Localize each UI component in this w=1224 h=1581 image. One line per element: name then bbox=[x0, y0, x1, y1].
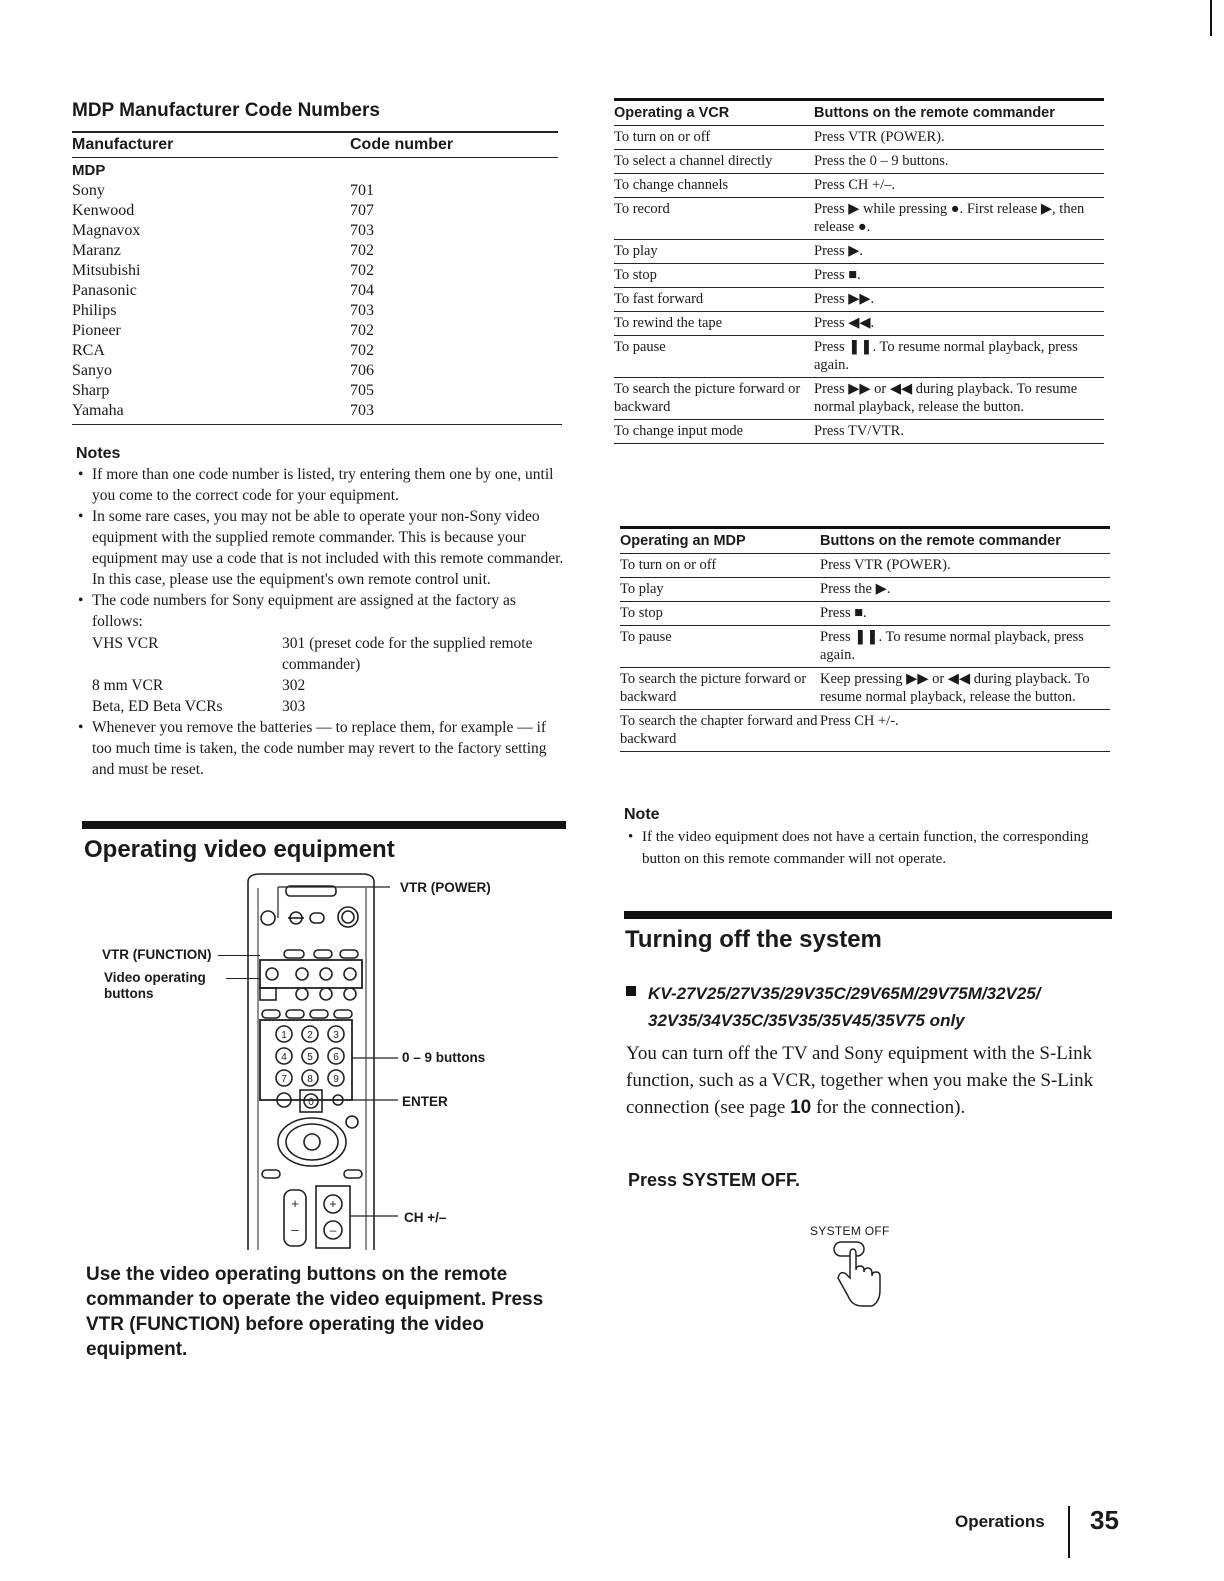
table-row bbox=[614, 150, 1104, 174]
system-description-text: You can turn off the TV and Sony equipment with the S-Link function, such as a VCR, together when you make the S-Link connection (see page bbox=[626, 1043, 1094, 1118]
operation-cell: To stop bbox=[614, 267, 657, 283]
code-number: 706 bbox=[350, 362, 374, 379]
factory-equipment: Beta, ED Beta VCRs bbox=[92, 698, 223, 715]
button-cell: Press VTR (POWER). bbox=[814, 129, 945, 145]
label-ch: CH +/– bbox=[404, 1210, 447, 1225]
list-item bbox=[78, 590, 568, 717]
label-enter: ENTER bbox=[402, 1094, 448, 1109]
table-row bbox=[614, 378, 1104, 420]
manufacturer-name: RCA bbox=[72, 342, 105, 359]
operation-cell: To pause bbox=[620, 629, 672, 645]
factory-codes-table bbox=[92, 633, 568, 717]
table-row bbox=[72, 182, 552, 202]
video-section-rule bbox=[82, 821, 566, 829]
vcr-head-operation: Operating a VCR bbox=[614, 105, 730, 121]
factory-code: 301 (preset code for the supplied remote commander) bbox=[282, 635, 533, 673]
code-number: 707 bbox=[350, 202, 374, 219]
operation-cell: To select a channel directly bbox=[614, 153, 773, 169]
system-section-rule bbox=[624, 911, 1112, 919]
table-row bbox=[620, 578, 1110, 602]
table-row bbox=[620, 554, 1110, 578]
button-cell: Press ▶▶. bbox=[814, 291, 875, 307]
svg-text:+: + bbox=[329, 1197, 337, 1211]
list-item: • Whenever you remove the batteries — to replace them, for example — if too much time is taken, the code number may revert to the factory setting and must be reset. bbox=[78, 717, 568, 780]
table-row bbox=[614, 336, 1104, 378]
button-cell: Keep pressing ▶▶ or ◀◀ during playback. To resume normal playback, release the button. bbox=[820, 671, 1090, 705]
table-row bbox=[72, 222, 552, 242]
table-row bbox=[614, 264, 1104, 288]
system-off-label: SYSTEM OFF bbox=[810, 1224, 890, 1238]
note-list bbox=[628, 826, 1098, 870]
svg-text:1: 1 bbox=[281, 1030, 287, 1041]
factory-codes-intro: The code numbers for Sony equipment are assigned at the factory as follows: bbox=[92, 592, 516, 630]
table-row bbox=[72, 282, 552, 302]
table-row bbox=[72, 262, 552, 282]
label-vtr-function: VTR (FUNCTION) bbox=[102, 947, 212, 962]
table-row bbox=[72, 362, 552, 382]
mdp-codes-title: MDP Manufacturer Code Numbers bbox=[72, 100, 380, 121]
vtr-function-leader bbox=[218, 955, 260, 956]
button-cell: Press ❚❚. To resume normal playback, press again. bbox=[814, 339, 1078, 373]
operation-cell: To stop bbox=[620, 605, 663, 621]
operation-cell: To search the picture forward or backward bbox=[614, 381, 801, 415]
label-digit-buttons: 0 – 9 buttons bbox=[402, 1050, 486, 1065]
page-reference: 10 bbox=[790, 1097, 812, 1118]
manufacturer-name: Panasonic bbox=[72, 282, 137, 299]
remote-commander-diagram bbox=[240, 870, 400, 1255]
video-section-title: Operating video equipment bbox=[84, 836, 395, 863]
mdp-head-operation: Operating an MDP bbox=[620, 533, 746, 549]
operation-cell: To change input mode bbox=[614, 423, 744, 439]
manufacturer-name: Kenwood bbox=[72, 202, 135, 219]
notes-list bbox=[78, 464, 568, 780]
system-off-button-icon bbox=[828, 1240, 884, 1310]
operation-cell: To search the picture forward or backward bbox=[620, 671, 807, 705]
button-cell: Press ▶. bbox=[814, 243, 864, 259]
manufacturer-name: Sony bbox=[72, 182, 105, 199]
table-row bbox=[614, 420, 1104, 444]
footer-section-name: Operations bbox=[955, 1512, 1045, 1531]
table-row bbox=[72, 382, 552, 402]
manufacturer-name: Philips bbox=[72, 302, 117, 319]
manufacturer-name: Mitsubishi bbox=[72, 262, 141, 279]
svg-text:8: 8 bbox=[307, 1074, 313, 1085]
table-row bbox=[72, 402, 552, 422]
table-row bbox=[614, 240, 1104, 264]
button-cell: Press ❚❚. To resume normal playback, press again. bbox=[820, 629, 1084, 663]
operation-cell: To rewind the tape bbox=[614, 315, 723, 331]
table-row bbox=[614, 126, 1104, 150]
button-cell: Press ■. bbox=[814, 267, 861, 283]
table-row bbox=[620, 602, 1110, 626]
system-off-instruction: Press SYSTEM OFF. bbox=[628, 1170, 801, 1190]
operation-cell: To fast forward bbox=[614, 291, 704, 307]
power-button-icon bbox=[261, 911, 275, 925]
button-cell: Press ■. bbox=[820, 605, 867, 621]
operation-cell: To play bbox=[620, 581, 664, 597]
code-number: 703 bbox=[350, 222, 374, 239]
button-cell: Press VTR (POWER). bbox=[820, 557, 951, 573]
system-description-tail: for the connection). bbox=[815, 1097, 966, 1118]
svg-text:0: 0 bbox=[308, 1097, 314, 1108]
svg-text:–: – bbox=[329, 1223, 337, 1237]
list-item: • If the video equipment does not have a certain function, the corresponding button on this remote commander will not operate. bbox=[628, 826, 1098, 870]
factory-code: 303 bbox=[282, 698, 306, 715]
operation-cell: To play bbox=[614, 243, 658, 259]
video-buttons-leader bbox=[226, 978, 260, 979]
model-list: KV-27V25/27V35/29V35C/29V65M/29V75M/32V25/ 32V35/34V35C/35V35/35V45/35V75 only bbox=[648, 984, 1041, 1030]
operation-cell: To turn on or off bbox=[620, 557, 717, 573]
page-number: 35 bbox=[1090, 1505, 1119, 1535]
button-cell: Press TV/VTR. bbox=[814, 423, 904, 439]
manufacturer-name: Magnavox bbox=[72, 222, 141, 239]
table-row bbox=[614, 288, 1104, 312]
button-cell: Press ◀◀. bbox=[814, 315, 875, 331]
vcr-head-buttons: Buttons on the remote commander bbox=[814, 105, 1055, 121]
col-code-header: Code number bbox=[350, 136, 454, 153]
button-cell: Press ▶▶ or ◀◀ during playback. To resume normal playback, release the button. bbox=[814, 381, 1078, 415]
vcr-operation-table bbox=[614, 98, 1104, 444]
table-row bbox=[614, 174, 1104, 198]
svg-text:7: 7 bbox=[281, 1074, 287, 1085]
svg-text:+: + bbox=[291, 1196, 299, 1211]
table-header bbox=[620, 526, 1110, 554]
notes-title: Notes bbox=[76, 445, 121, 462]
note-title: Note bbox=[624, 806, 660, 823]
mdp-table-bottom-rule bbox=[72, 424, 562, 425]
code-number: 702 bbox=[350, 242, 374, 259]
factory-code: 302 bbox=[282, 677, 306, 694]
factory-equipment: VHS VCR bbox=[92, 635, 159, 652]
table-row bbox=[620, 668, 1110, 710]
table-row bbox=[620, 710, 1110, 752]
manufacturer-name: Maranz bbox=[72, 242, 121, 259]
button-cell: Press CH +/–. bbox=[814, 177, 896, 193]
svg-text:–: – bbox=[291, 1222, 299, 1237]
code-number: 704 bbox=[350, 282, 374, 299]
table-row bbox=[614, 198, 1104, 240]
svg-text:3: 3 bbox=[333, 1030, 339, 1041]
svg-text:6: 6 bbox=[333, 1052, 339, 1063]
factory-equipment: 8 mm VCR bbox=[92, 677, 164, 694]
button-cell: Press ▶ while pressing ●. First release ▶, then release ●. bbox=[814, 201, 1085, 235]
mdp-header-rule bbox=[72, 157, 558, 158]
code-number: 703 bbox=[350, 402, 374, 419]
code-number: 702 bbox=[350, 322, 374, 339]
system-section-title: Turning off the system bbox=[625, 926, 882, 953]
code-number: 702 bbox=[350, 262, 374, 279]
operation-cell: To pause bbox=[614, 339, 666, 355]
svg-text:9: 9 bbox=[333, 1074, 339, 1085]
button-cell: Press CH +/-. bbox=[820, 713, 899, 729]
mdp-group-label: MDP bbox=[72, 162, 106, 179]
system-description bbox=[626, 1040, 1106, 1121]
manufacturer-name: Yamaha bbox=[72, 402, 124, 419]
table-row bbox=[614, 312, 1104, 336]
operation-cell: To change channels bbox=[614, 177, 729, 193]
code-number: 705 bbox=[350, 382, 374, 399]
label-video-operating-buttons: Video operating buttons bbox=[104, 970, 206, 1001]
manufacturer-name: Pioneer bbox=[72, 322, 121, 339]
mdp-operation-table bbox=[620, 526, 1110, 752]
list-item: • If more than one code number is listed, try entering them one by one, until you come to the correct code for your equipment. bbox=[78, 464, 568, 506]
button-cell: Press the 0 – 9 buttons. bbox=[814, 153, 949, 169]
svg-text:4: 4 bbox=[281, 1052, 287, 1063]
operation-cell: To search the chapter forward and backward bbox=[620, 713, 818, 747]
col-manufacturer-header: Manufacturer bbox=[72, 136, 174, 153]
button-cell: Press the ▶. bbox=[820, 581, 891, 597]
code-number: 702 bbox=[350, 342, 374, 359]
mdp-head-buttons: Buttons on the remote commander bbox=[820, 533, 1061, 549]
table-row bbox=[72, 342, 552, 362]
bullet-square-icon bbox=[626, 986, 636, 996]
manufacturer-name: Sharp bbox=[72, 382, 110, 399]
label-vtr-power: VTR (POWER) bbox=[400, 880, 491, 895]
operation-cell: To record bbox=[614, 201, 670, 217]
table-row bbox=[72, 202, 552, 222]
mdp-table-top-rule bbox=[72, 131, 558, 133]
footer-divider bbox=[1068, 1506, 1070, 1558]
code-number: 701 bbox=[350, 182, 374, 199]
video-instruction: Use the video operating buttons on the remote commander to operate the video equipment. Press VTR (FUNCTION) before operating the video equipment. bbox=[86, 1264, 544, 1360]
list-item: • In some rare cases, you may not be able to operate your non-Sony video equipment with the supplied remote commander. This is because your equipment may use a code that is not included with this remote commander. In this case, please use the equipment's own remote control unit. bbox=[78, 506, 568, 590]
page-edge-mark bbox=[1210, 0, 1212, 36]
table-row bbox=[620, 626, 1110, 668]
svg-text:2: 2 bbox=[307, 1030, 313, 1041]
code-number: 703 bbox=[350, 302, 374, 319]
table-header bbox=[614, 98, 1104, 126]
table-row bbox=[72, 242, 552, 262]
table-row bbox=[72, 302, 552, 322]
table-row bbox=[72, 322, 552, 342]
manufacturer-name: Sanyo bbox=[72, 362, 112, 379]
operation-cell: To turn on or off bbox=[614, 129, 711, 145]
svg-text:5: 5 bbox=[307, 1052, 313, 1063]
